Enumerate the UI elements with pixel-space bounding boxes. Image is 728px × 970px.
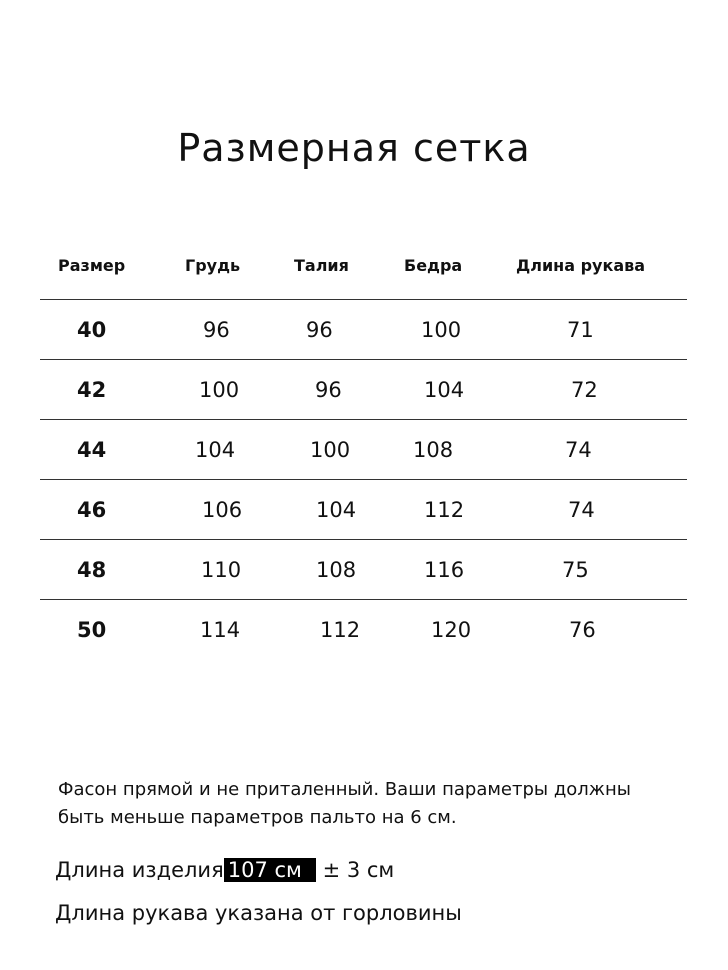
cell-hips: 120 — [431, 618, 472, 642]
cell-waist: 96 — [306, 318, 333, 342]
cell-size: 42 — [77, 378, 107, 402]
row-divider — [40, 539, 687, 540]
cell-waist: 96 — [315, 378, 342, 402]
garment-length — [55, 858, 394, 882]
header-waist: Талия — [294, 256, 349, 275]
cell-sleeve: 72 — [571, 378, 598, 402]
cell-sleeve: 74 — [568, 498, 595, 522]
cell-sleeve: 75 — [562, 558, 589, 582]
cell-sleeve: 71 — [567, 318, 594, 342]
cell-size: 44 — [77, 438, 107, 462]
garment-length-value: 107 см — [224, 858, 316, 882]
cell-chest: 96 — [203, 318, 230, 342]
row-divider — [40, 359, 687, 360]
cell-size: 48 — [77, 558, 107, 582]
sleeve-note: Длина рукава указана от горловины — [55, 901, 462, 925]
header-sleeve-length: Длина рукава — [516, 256, 646, 275]
cell-hips: 112 — [424, 498, 465, 522]
cell-waist: 112 — [320, 618, 361, 642]
cell-waist: 104 — [316, 498, 357, 522]
garment-length-tolerance: ± 3 см — [322, 858, 395, 882]
page-title: Размерная сетка — [177, 126, 531, 170]
cell-size: 50 — [77, 618, 107, 642]
cell-hips: 108 — [413, 438, 454, 462]
row-divider — [40, 419, 687, 420]
cell-sleeve: 76 — [569, 618, 596, 642]
header-size: Размер — [58, 256, 126, 275]
cell-hips: 100 — [421, 318, 462, 342]
garment-length-label: Длина изделия — [55, 858, 224, 882]
fit-note: Фасон прямой и не приталенный. Ваши параметры должны быть меньше параметров пальто на 6 см. — [58, 779, 632, 828]
cell-waist: 108 — [316, 558, 357, 582]
row-divider — [40, 599, 687, 600]
header-hips: Бедра — [404, 256, 463, 275]
cell-chest: 114 — [200, 618, 241, 642]
cell-hips: 116 — [424, 558, 465, 582]
cell-size: 46 — [77, 498, 107, 522]
cell-chest: 110 — [201, 558, 242, 582]
cell-hips: 104 — [424, 378, 465, 402]
cell-chest: 100 — [199, 378, 240, 402]
cell-chest: 106 — [202, 498, 243, 522]
cell-chest: 104 — [195, 438, 236, 462]
cell-sleeve: 74 — [565, 438, 592, 462]
row-divider — [40, 479, 687, 480]
row-divider — [40, 299, 687, 300]
cell-size: 40 — [77, 318, 107, 342]
header-chest: Грудь — [185, 256, 241, 275]
cell-waist: 100 — [310, 438, 351, 462]
